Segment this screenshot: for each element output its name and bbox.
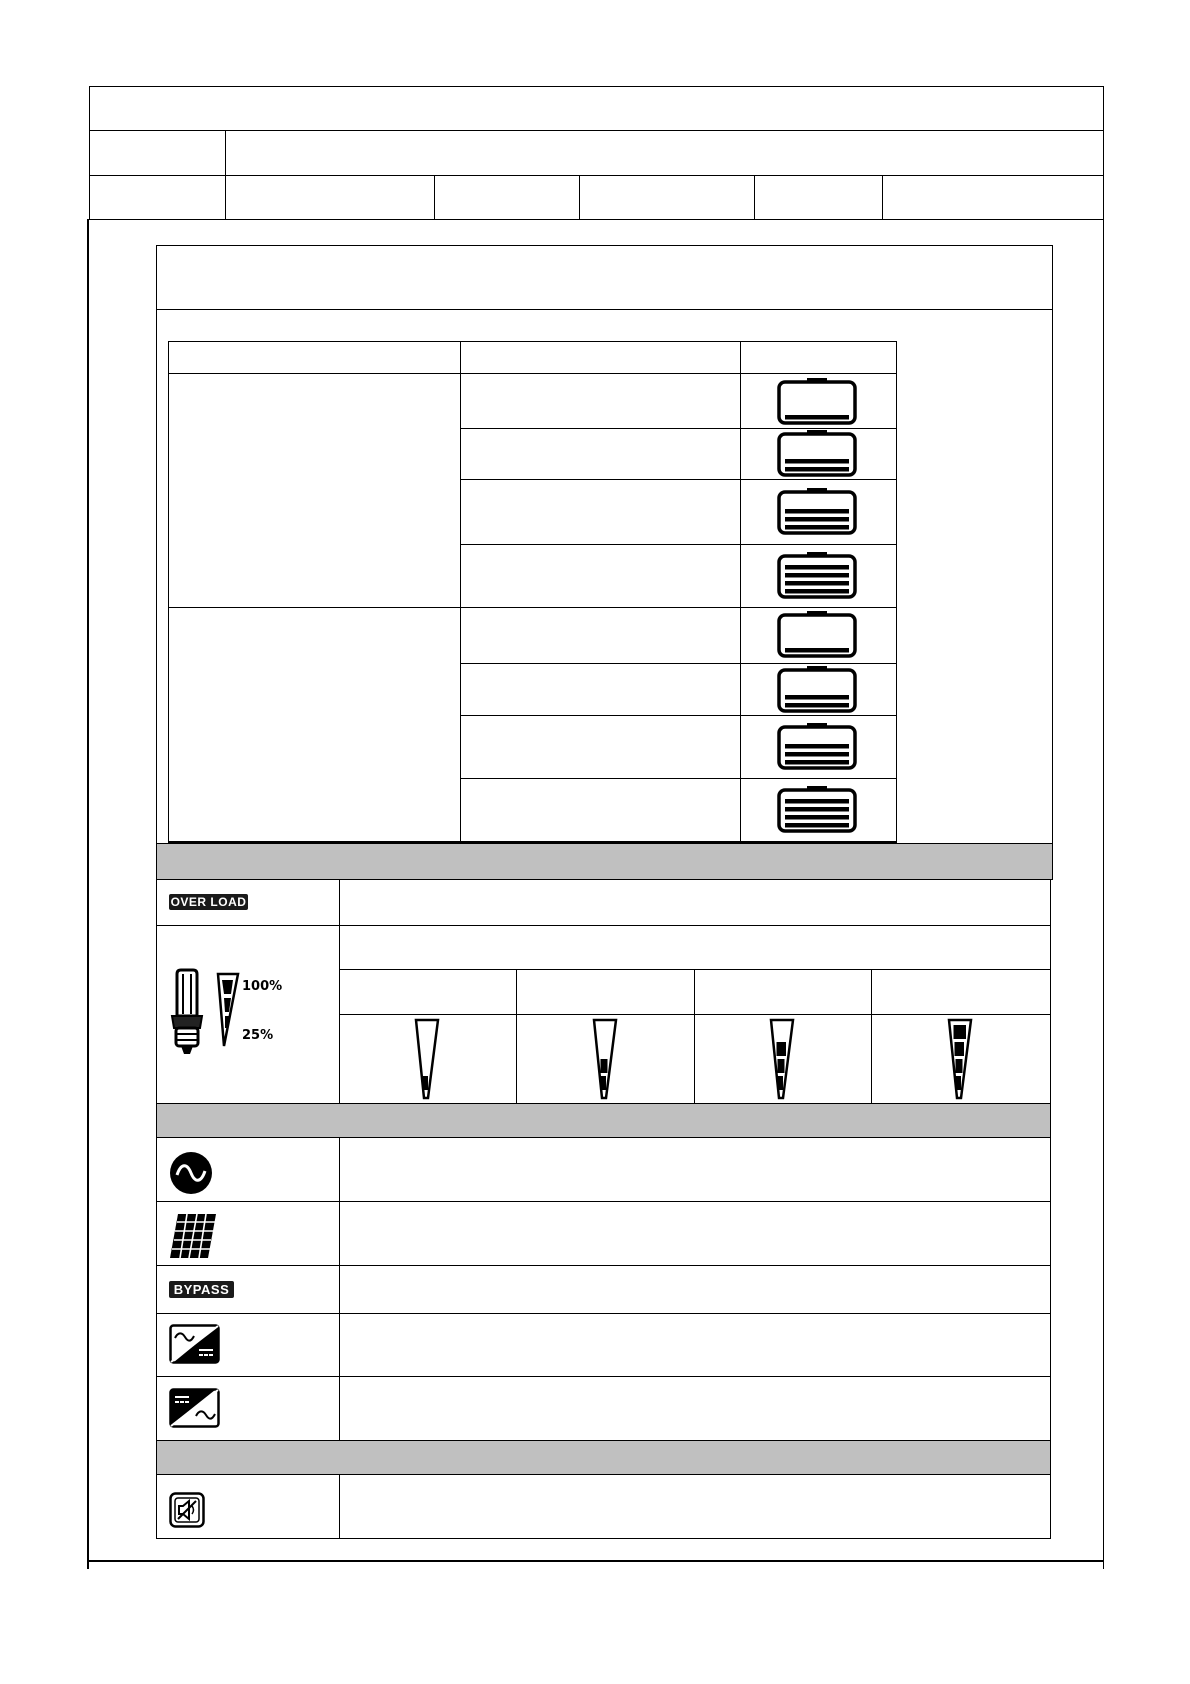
battery-bar: [785, 525, 849, 530]
battery-bar: [785, 695, 849, 700]
battery-bar: [785, 415, 849, 420]
load-level-segment: [956, 1059, 963, 1073]
battery-level-icon: [776, 428, 858, 478]
load-bulb-icon: [166, 970, 208, 1056]
section-band-mode: [156, 1103, 1051, 1138]
battery-bar: [785, 517, 849, 522]
battery-bar: [785, 459, 849, 464]
battery-level-icon: [776, 609, 858, 659]
load-level-segment: [954, 1025, 967, 1039]
battery-level-icon: [776, 721, 858, 771]
load-level-segment: [778, 1059, 785, 1073]
battery-level-icon: [776, 550, 858, 600]
battery-bar: [785, 760, 849, 765]
load-level-segment: [956, 1076, 961, 1090]
battery-bar: [785, 648, 849, 653]
load-level-segment: [955, 1042, 965, 1056]
battery-level-icon: [776, 486, 858, 536]
section-band-operation: [156, 1440, 1051, 1475]
load-level-segment: [601, 1076, 606, 1090]
load-level-segment: [778, 1076, 783, 1090]
ac-to-dc-icon: [169, 1324, 220, 1364]
battery-bar: [785, 467, 849, 472]
battery-bar: [785, 823, 849, 828]
battery-bar: [785, 581, 849, 586]
overload-badge: OVER LOAD: [170, 895, 247, 909]
battery-level-icon: [776, 376, 858, 426]
section-band-load: [156, 843, 1053, 880]
load-level-segment: [601, 1059, 608, 1073]
battery-bar: [785, 752, 849, 757]
battery-bar: [785, 573, 849, 578]
load-pct-high-label: 100%: [242, 979, 283, 994]
dc-to-ac-icon: [169, 1388, 220, 1428]
battery-bar: [785, 589, 849, 594]
battery-bar: [785, 807, 849, 812]
load-level-meter: [592, 1018, 618, 1100]
battery-bar: [785, 815, 849, 820]
load-level-segment: [777, 1042, 787, 1056]
load-level-meter-icon: [216, 972, 240, 1048]
mute-icon: [169, 1492, 205, 1528]
battery-bar: [785, 565, 849, 570]
battery-bar: [785, 509, 849, 514]
load-level-meter: [769, 1018, 795, 1100]
battery-bar: [785, 799, 849, 804]
load-level-meter: [947, 1018, 973, 1100]
battery-bar: [785, 703, 849, 708]
bypass-badge: BYPASS: [169, 1281, 234, 1298]
load-pct-low-label: 25%: [242, 1028, 274, 1043]
load-level-meter: [414, 1018, 440, 1100]
pv-input-icon: [168, 1212, 218, 1260]
load-level-segment: [423, 1076, 428, 1090]
battery-level-icon: [776, 784, 858, 834]
battery-bar: [785, 744, 849, 749]
battery-level-icon: [776, 664, 858, 714]
ac-input-icon: [169, 1151, 213, 1195]
